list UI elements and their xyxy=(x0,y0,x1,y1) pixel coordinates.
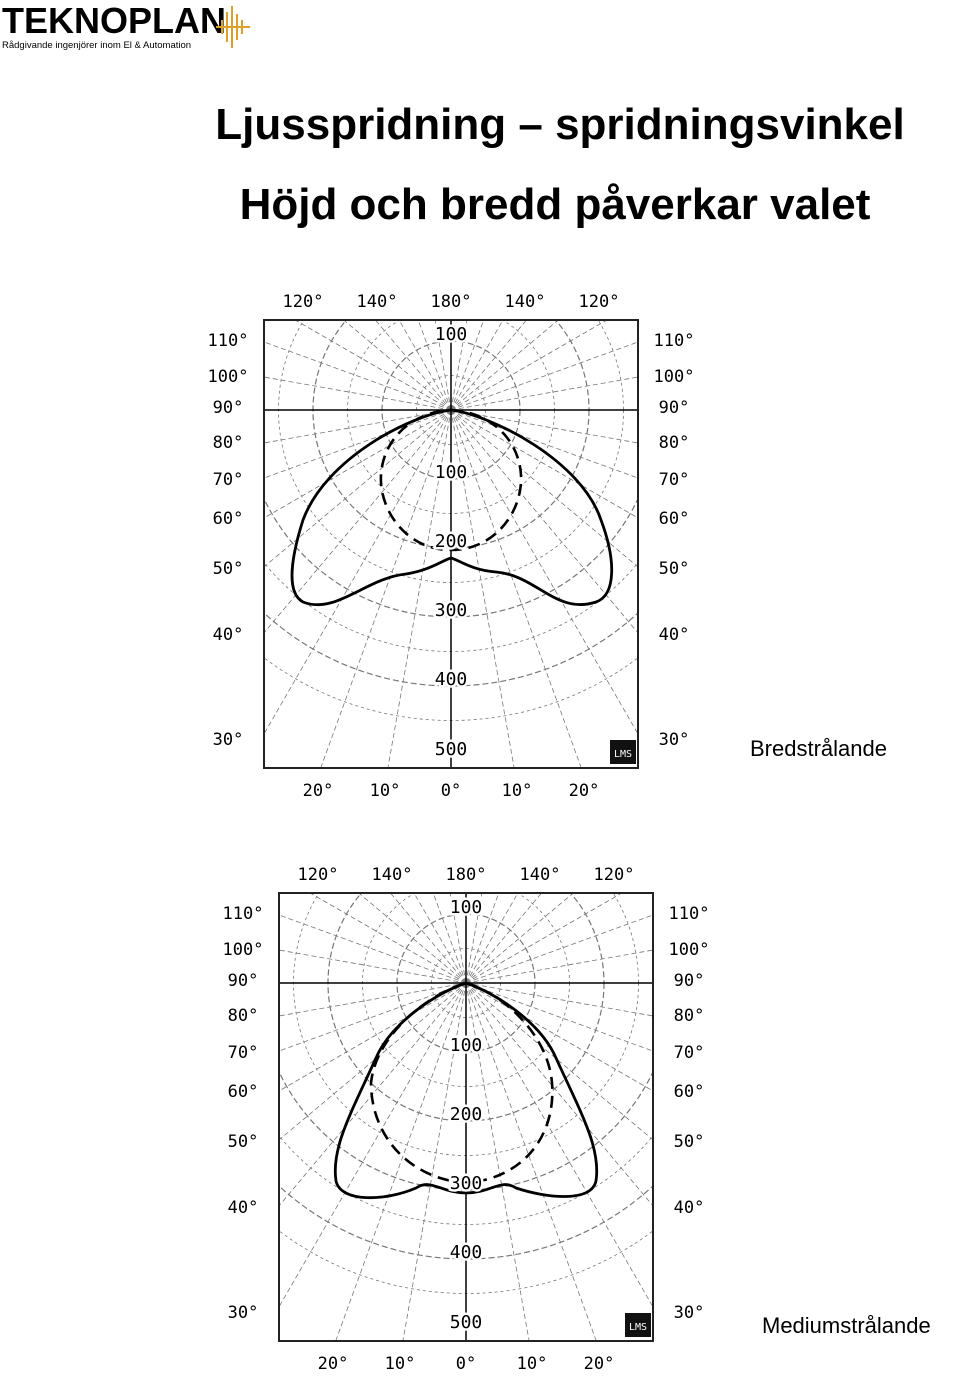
right-angle-label: 30° xyxy=(673,1303,705,1323)
bottom-angle-label: 20° xyxy=(568,781,600,801)
caption-wide: Bredstrålande xyxy=(750,736,887,761)
right-angle-label: 50° xyxy=(658,559,690,579)
grid-spoke xyxy=(451,410,960,760)
left-angle-label: 30° xyxy=(227,1303,259,1323)
top-angle-label: 120° xyxy=(297,865,339,885)
left-angle-label: 100° xyxy=(222,940,264,960)
left-angle-label: 70° xyxy=(212,470,244,490)
bottom-angle-label: 0° xyxy=(455,1354,477,1374)
grid-spoke xyxy=(466,983,960,1333)
bottom-angle-label: 20° xyxy=(317,1354,349,1374)
top-angle-label: 140° xyxy=(519,865,561,885)
ring-label: 300 xyxy=(449,1173,483,1194)
right-angle-label: 100° xyxy=(653,367,695,387)
right-angle-label: 100° xyxy=(668,940,710,960)
right-angle-label: 110° xyxy=(668,904,710,924)
right-angle-label: 60° xyxy=(658,509,690,529)
left-angle-label: 60° xyxy=(227,1082,259,1102)
lms-badge-text: LMS xyxy=(613,749,633,760)
right-angle-label: 40° xyxy=(658,625,690,645)
caption-medium: Mediumstrålande xyxy=(762,1313,931,1338)
ring-label: 100 xyxy=(434,324,468,345)
c90-curve-dashed xyxy=(371,983,552,1183)
top-angle-label: 120° xyxy=(282,292,324,312)
logo-name: TEKNOPLAN xyxy=(2,0,226,41)
top-angle-label: 180° xyxy=(445,865,487,885)
bottom-angle-label: 10° xyxy=(369,781,401,801)
left-angle-label: 50° xyxy=(227,1132,259,1152)
ring-label: 200 xyxy=(434,531,468,552)
left-angle-label: 40° xyxy=(212,625,244,645)
left-angle-label: 50° xyxy=(212,559,244,579)
ring-label: 100 xyxy=(434,462,468,483)
left-angle-label: 70° xyxy=(227,1043,259,1063)
left-angle-label: 30° xyxy=(212,730,244,750)
bottom-angle-label: 10° xyxy=(384,1354,416,1374)
ring-label: 400 xyxy=(449,1242,483,1263)
right-angle-label: 80° xyxy=(673,1006,705,1026)
top-angle-label: 140° xyxy=(356,292,398,312)
left-angle-label: 80° xyxy=(227,1006,259,1026)
left-angle-label: 90° xyxy=(212,398,244,418)
polar-diagram-wide xyxy=(190,282,695,802)
lms-badge xyxy=(625,1313,651,1337)
top-angle-label: 140° xyxy=(504,292,546,312)
right-angle-label: 70° xyxy=(658,470,690,490)
ring-label: 100 xyxy=(449,897,483,918)
right-angle-label: 60° xyxy=(673,1082,705,1102)
top-angle-label: 180° xyxy=(430,292,472,312)
grid-spoke xyxy=(451,410,960,649)
right-angle-label: 50° xyxy=(673,1132,705,1152)
top-angle-label: 120° xyxy=(593,865,635,885)
grid-spoke xyxy=(0,983,466,1333)
bottom-angle-label: 10° xyxy=(516,1354,548,1374)
bottom-angle-label: 0° xyxy=(440,781,462,801)
lms-badge xyxy=(610,740,636,764)
left-angle-label: 90° xyxy=(227,971,259,991)
ring-label: 500 xyxy=(449,1312,483,1333)
ring-label: 500 xyxy=(434,739,468,760)
right-angle-label: 90° xyxy=(673,971,705,991)
right-angle-label: 30° xyxy=(658,730,690,750)
polar-diagram-medium xyxy=(205,855,710,1375)
top-angle-label: 140° xyxy=(371,865,413,885)
page-subtitle: Höjd och bredd påverkar valet xyxy=(239,180,871,229)
grid-spoke xyxy=(116,983,466,1386)
bottom-angle-label: 20° xyxy=(302,781,334,801)
c0-curve-solid xyxy=(292,410,612,605)
grid-spoke xyxy=(451,410,960,532)
left-angle-label: 40° xyxy=(227,1198,259,1218)
logo-tagline: Rådgivande ingenjörer inom El & Automation xyxy=(2,40,192,51)
company-logo xyxy=(0,0,260,56)
ring-label: 300 xyxy=(434,600,468,621)
right-angle-label: 70° xyxy=(673,1043,705,1063)
ring-label: 400 xyxy=(434,669,468,690)
lms-badge-text: LMS xyxy=(628,1322,648,1333)
left-angle-label: 110° xyxy=(207,331,249,351)
page-title: Ljusspridning – spridningsvinkel xyxy=(215,100,905,149)
grid-spoke xyxy=(344,983,466,1386)
left-angle-label: 110° xyxy=(222,904,264,924)
top-angle-label: 120° xyxy=(578,292,620,312)
right-angle-label: 110° xyxy=(653,331,695,351)
right-angle-label: 80° xyxy=(658,433,690,453)
bottom-angle-label: 10° xyxy=(501,781,533,801)
bottom-angle-label: 20° xyxy=(583,1354,615,1374)
left-angle-label: 80° xyxy=(212,433,244,453)
left-angle-label: 60° xyxy=(212,509,244,529)
left-angle-label: 100° xyxy=(207,367,249,387)
grid-spoke xyxy=(466,983,588,1386)
right-angle-label: 90° xyxy=(658,398,690,418)
ring-label: 100 xyxy=(449,1035,483,1056)
ring-label: 200 xyxy=(449,1104,483,1125)
logo-wave-icon xyxy=(212,2,254,52)
right-angle-label: 40° xyxy=(673,1198,705,1218)
